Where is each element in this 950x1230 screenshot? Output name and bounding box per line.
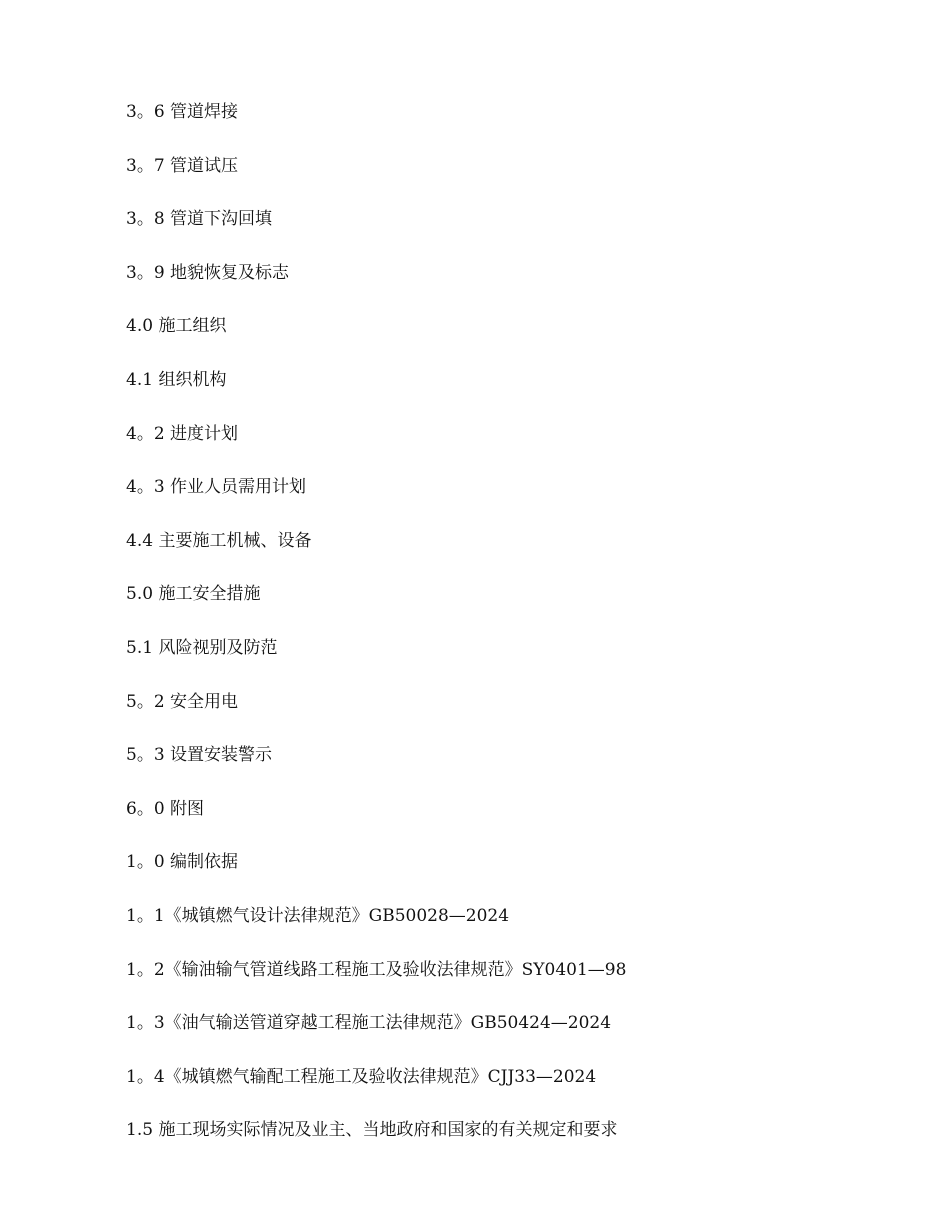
toc-line-6-0: 6。0 附图 bbox=[126, 798, 205, 819]
toc-line-3-6: 3。6 管道焊接 bbox=[126, 102, 239, 122]
toc-line-5-0: 5.0 施工安全措施 bbox=[126, 584, 261, 605]
reference-item-1-3: 1。3《油气输送管道穿越工程施工法律规范》GB50424—2024 bbox=[126, 1013, 612, 1034]
toc-line-3-8: 3。8 管道下沟回填 bbox=[126, 209, 273, 230]
toc-line-5-2: 5。2 安全用电 bbox=[126, 691, 239, 712]
toc-line-5-3: 5。3 设置安装警示 bbox=[126, 745, 273, 766]
reference-item-1-1: 1。1《城镇燃气设计法律规范》GB50028—2024 bbox=[126, 905, 510, 926]
toc-line-5-1: 5.1 风险视别及防范 bbox=[126, 637, 278, 658]
toc-line-4-0: 4.0 施工组织 bbox=[126, 316, 227, 337]
toc-line-4-1: 4.1 组织机构 bbox=[126, 369, 227, 390]
toc-line-3-7: 3。7 管道试压 bbox=[126, 155, 239, 176]
document-text-list bbox=[126, 99, 626, 1171]
toc-line-4-4: 4.4 主要施工机械、设备 bbox=[126, 530, 312, 551]
toc-line-3-9: 3。9 地貌恢复及标志 bbox=[126, 262, 290, 283]
reference-item-1-5: 1.5 施工现场实际情况及业主、当地政府和国家的有关规定和要求 bbox=[126, 1120, 618, 1141]
reference-item-1-2: 1。2《输油输气管道线路工程施工及验收法律规范》SY0401—98 bbox=[126, 959, 627, 980]
toc-line-4-2: 4。2 进度计划 bbox=[126, 423, 239, 444]
reference-item-1-4: 1。4《城镇燃气输配工程施工及验收法律规范》CJJ33—2024 bbox=[126, 1066, 597, 1087]
toc-line-4-3: 4。3 作业人员需用计划 bbox=[126, 477, 307, 498]
section-heading-1-0: 1。0 编制依据 bbox=[126, 852, 239, 873]
